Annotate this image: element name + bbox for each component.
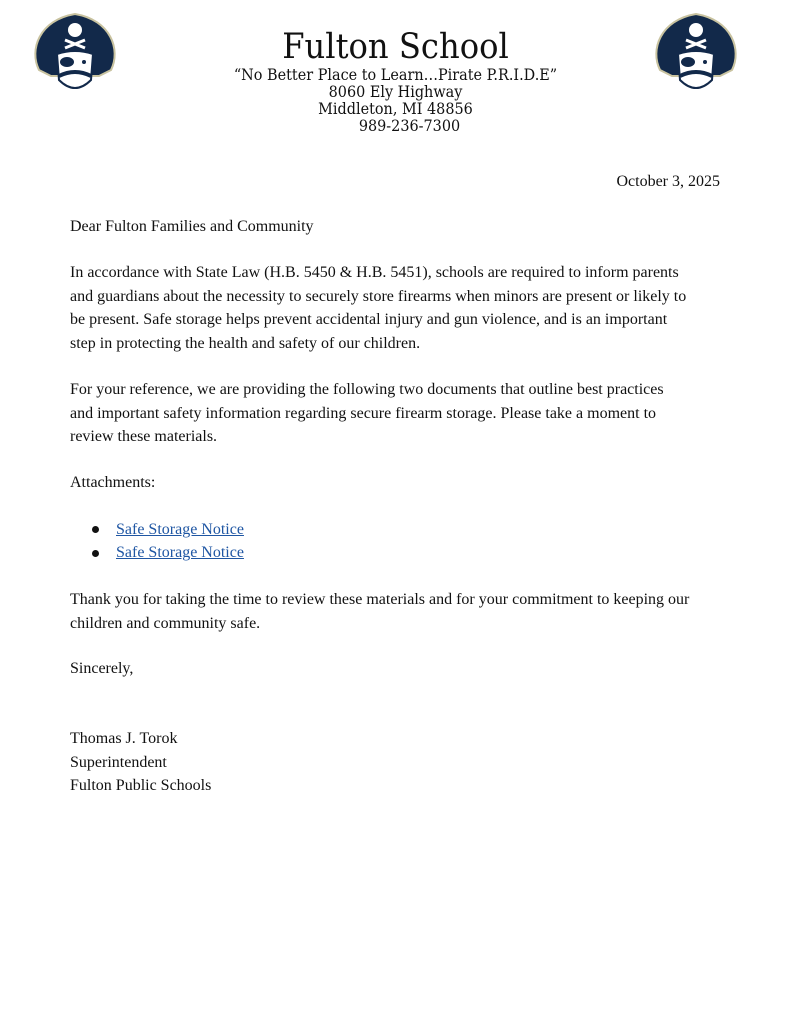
paragraph-line: be present. Safe storage helps prevent accidental injury and gun violence, and is an important: [70, 311, 668, 328]
paragraph-line: children and community safe.: [70, 614, 261, 632]
bullet-icon: [92, 550, 99, 557]
paragraph-line: review these materials.: [70, 428, 218, 445]
closing: Sincerely,: [70, 660, 134, 677]
paragraph-3: [70, 588, 689, 635]
paragraph-line: step in protecting the health and safety of our children.: [70, 334, 421, 352]
signer-organization: Fulton Public Schools: [70, 777, 212, 794]
attachments-list: [92, 518, 244, 565]
address-line-1: 8060 Ely Highway: [328, 82, 463, 101]
bullet-icon: [92, 526, 99, 533]
paragraph-line: In accordance with State Law (H.B. 5450 & H.B. 5451), schools are required to inform parents: [70, 264, 679, 281]
phone-number: 989-236-7300: [358, 116, 461, 135]
address-line-2: Middleton, MI 48856: [318, 99, 473, 118]
signer-title: Superintendent: [70, 753, 167, 771]
paragraph-2: [70, 378, 664, 449]
list-item: [92, 541, 244, 564]
paragraph-line: Thank you for taking the time to review these materials and for your commitment to keeping our: [70, 591, 690, 608]
signature-block: [70, 727, 211, 798]
safe-storage-notice-link-2[interactable]: Safe Storage Notice: [116, 544, 244, 562]
letter-date: October 3, 2025: [616, 173, 720, 190]
salutation: Dear Fulton Families and Community: [70, 218, 314, 235]
paragraph-line: and guardians about the necessity to securely store firearms when minors are present or likely to: [70, 287, 687, 305]
list-item: [92, 518, 244, 541]
paragraph-line: For your reference, we are providing the following two documents that outline best practices: [70, 381, 664, 398]
paragraph-line: and important safety information regarding secure firearm storage. Please take a moment to: [70, 404, 657, 422]
signer-name: Thomas J. Torok: [70, 730, 178, 747]
school-motto: “No Better Place to Learn…Pirate P.R.I.D.E”: [233, 65, 558, 84]
school-name: Fulton School: [282, 27, 509, 67]
attachments-label: Attachments:: [70, 474, 156, 491]
safe-storage-notice-link-1[interactable]: Safe Storage Notice: [116, 521, 244, 538]
paragraph-1: [70, 261, 686, 355]
